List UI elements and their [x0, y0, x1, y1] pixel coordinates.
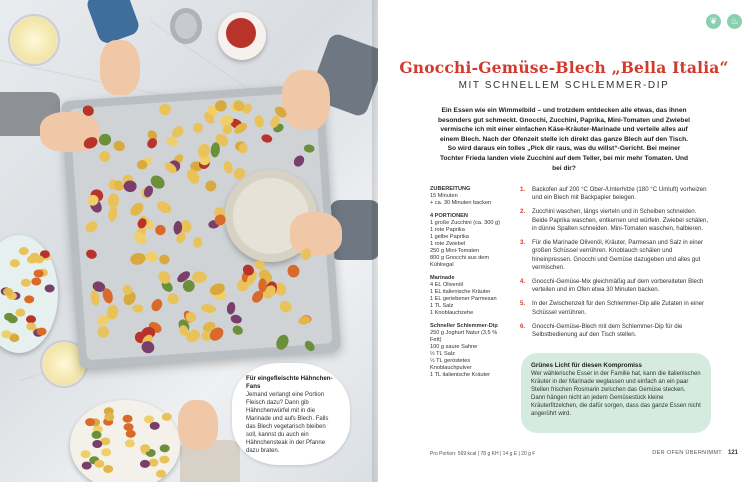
step-item: 2. Zucchini waschen, längs vierteln und in Scheiben schneiden. Beide Paprika waschen, entkernen und würfeln. Zwiebel schälen, in dünne Spalten schneiden. Mini-Tomaten waschen, halbieren.	[520, 208, 709, 232]
tip-box	[521, 353, 711, 433]
ingredient-item: 1 große Zucchini (ca. 300 g)	[430, 220, 500, 226]
recipe-page	[378, 0, 750, 482]
ingredient-item: 1 EL geriebener Parmesan	[430, 296, 497, 302]
info-column	[430, 186, 510, 379]
photo-tip-title: Für eingefleischte Hähnchen-Fans	[246, 375, 333, 390]
ingredient-item: 1 TL Salz	[430, 303, 454, 309]
photo-tip-body: Jemand verlangt eine Portion Fleisch dazu? Dann gib Hähnchenwürfel mit in die Marinade und aufs Blech. Falls das Blech vegetarisch bleiben soll, kannst du auch ein Hähnchensteak in der Pfanne dazu braten.	[246, 392, 329, 454]
chili-icon: ♨	[727, 14, 742, 29]
ingredient-item: 250 g Joghurt Natur (3,5 % Fett)	[430, 330, 498, 343]
step-item: 1. Backofen auf 200 °C Ober-/Unterhitze (180 °C Umluft) vorheizen und ein Blech mit Backpapier belegen.	[520, 186, 707, 202]
step-item: 4. Gnocchi-Gemüse-Mix gleichmäßig auf dem vorbereiteten Blech verteilen und im Ofen etwa 30 Minuten backen.	[520, 278, 704, 294]
ingredient-item: 4 EL Olivenöl	[430, 282, 464, 288]
step-item: 5. In der Zwischenzeit für den Schlemmer-Dip alle Zutaten in einer Schüssel verrühren.	[520, 300, 705, 316]
bake-time: + ca. 30 Minuten backen	[430, 200, 492, 206]
dip-label: Schneller Schlemmer-Dip	[430, 323, 498, 329]
ingredient-item: 1 rote Paprika	[430, 227, 465, 233]
marinade-label: Marinade	[430, 275, 455, 281]
nutrition-info: Pro Portion: 569 kcal | 78 g KH | 14 g E | 20 g F	[430, 451, 536, 457]
instruction-steps	[520, 186, 712, 345]
ingredient-item: 1 rote Zwiebel	[430, 241, 466, 247]
photo-tip-bubble	[232, 363, 350, 465]
leaf-icon: ❦	[706, 14, 721, 29]
portions-label: 4 PORTIONEN	[430, 213, 468, 219]
ingredient-item: ½ TL geröstetes Knoblauchpulver	[430, 358, 472, 371]
ingredient-item: 1 EL italienische Kräuter	[430, 289, 491, 295]
ingredient-item: 1 TL italienische Kräuter	[430, 372, 491, 378]
ingredient-item: 100 g saure Sahne	[430, 344, 478, 350]
ingredient-item: 1 gelbe Paprika	[430, 234, 469, 240]
recipe-title: Gnocchi-Gemüse-Blech „Bella Italia“	[399, 58, 729, 77]
dip-list	[430, 330, 510, 379]
page-number: 121	[727, 450, 738, 456]
ingredient-item: 1 Knoblauchzehe	[430, 310, 474, 316]
ingredient-list	[430, 220, 510, 269]
prep-time: 15 Minuten	[430, 193, 458, 199]
marinade-list	[430, 282, 510, 317]
section-name: DER OFEN ÜBERNIMMT	[652, 450, 722, 456]
step-item: 6. Gnocchi-Gemüse-Blech mit dem Schlemmer-Dip für die Selbstbedienung auf den Tisch stellen.	[520, 322, 683, 339]
recipe-subtitle: MIT SCHNELLEM SCHLEMMER-DIP	[458, 80, 670, 91]
ingredient-item: 800 g Gnocchi aus dem Kühlregal	[430, 255, 490, 268]
prep-label: ZUBEREITUNG	[430, 186, 471, 192]
ingredient-item: ½ TL Salz	[430, 351, 455, 357]
category-icons	[706, 14, 742, 29]
tip-box-body: Wer wählerische Esser in der Familie hat, kann die italienischen Kräuter in der Marinade weglassen und einfach an ein paar Stellen frischen Rosmarin zwischen das Gemüse stecken. Dann hängen nicht an jedem Gemüsestück kleine Kräuterfitzelchen, die dafür sorgen, dass das ganze Essen nicht angerührt wird.	[531, 371, 701, 418]
tip-box-title: Grünes Licht für diesen Kompromiss	[531, 362, 642, 369]
step-item: 3. Für die Marinade Olivenöl, Kräuter, Parmesan und Salz in einer großen Schüssel verrühren. Knoblauch schälen und hineinpressen. Gnocchi und Gemüse dazugeben und alles gut vermischen.	[520, 239, 704, 271]
recipe-intro: Ein Essen wie ein Wimmelbild – und trotzdem entdecken alle etwas, das ihnen besonders gut schmeckt. Gnocchi, Zucchini, Paprika, Mini-Tomaten und Zwiebel vermische ich mit einer einfachen Käse-Kräuter-Marinade und verteile alles auf einem Blech. Nach der Ofenzeit stelle ich direkt das ganze Blech auf den Tisch. So wird daraus ein tolles „Pick dir raus, was du willst“-Gericht. Bei meiner Tochter Frieda landen viele Zucchini auf dem Teller, bei mir mehr Tomaten. Und bei dir?	[438, 107, 690, 172]
ingredient-item: 250 g Mini-Tomaten	[430, 248, 480, 254]
